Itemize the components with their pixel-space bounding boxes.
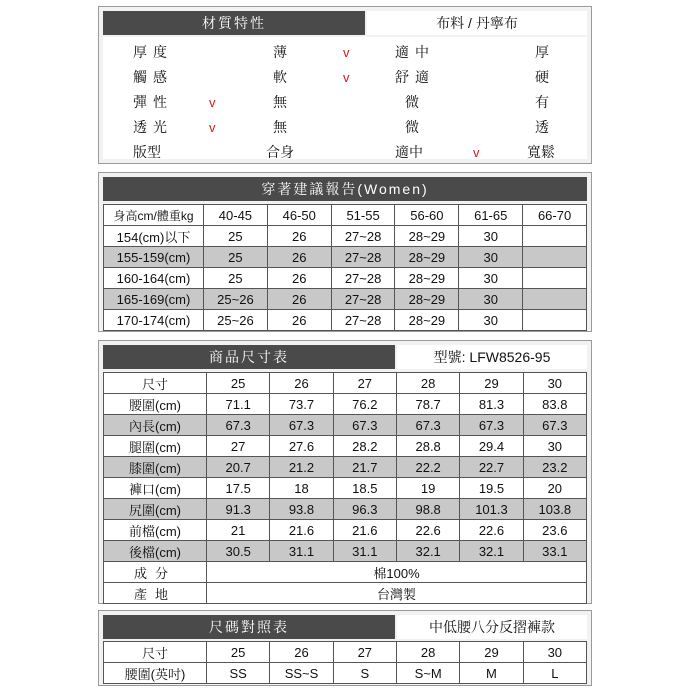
table-cell: 103.8 (523, 499, 586, 520)
table-cell: 21 (207, 520, 270, 541)
table-cell: 96.3 (333, 499, 396, 520)
table-cell: 28~29 (395, 268, 459, 289)
table-cell: 褲口(cm) (104, 478, 207, 499)
table-cell: 160-164(cm) (104, 268, 204, 289)
size-conversion-panel (98, 610, 592, 686)
origin-row (104, 583, 587, 604)
table-row (104, 226, 587, 247)
table-cell: 83.8 (523, 394, 586, 415)
table-cell: 後檔(cm) (104, 541, 207, 562)
size-col-header: 30 (523, 373, 586, 394)
table-row (104, 415, 587, 436)
table-cell: 67.3 (523, 415, 586, 436)
table-cell (523, 310, 587, 331)
table-cell: 78.7 (396, 394, 459, 415)
row-label: 厚度 (133, 44, 173, 60)
table-cell: 67.3 (207, 415, 270, 436)
table-cell: 腰圍(cm) (104, 394, 207, 415)
row-label: 彈性 (133, 94, 173, 110)
option-2: 微 (405, 119, 419, 135)
table-cell: 28.2 (333, 436, 396, 457)
composition-row (104, 562, 587, 583)
material-row-elasticity (103, 90, 587, 115)
table-row (104, 436, 587, 457)
table-cell: 98.8 (396, 499, 459, 520)
table-cell: SS (207, 663, 270, 684)
check-mark-icon: v (209, 95, 216, 110)
table-cell: 腿圍(cm) (104, 436, 207, 457)
table-cell: 30 (459, 247, 523, 268)
table-cell: 67.3 (460, 415, 523, 436)
size-header-row (104, 373, 587, 394)
fit-header-bar (103, 177, 587, 201)
table-cell: 30 (459, 310, 523, 331)
option-2: 適中 (395, 144, 423, 160)
option-3: 寬鬆 (527, 144, 555, 160)
table-cell: 21.2 (270, 457, 333, 478)
table-cell (523, 226, 587, 247)
table-cell: 27 (207, 436, 270, 457)
table-row (104, 499, 587, 520)
conversion-col-header: 26 (270, 642, 333, 663)
table-cell: 67.3 (270, 415, 333, 436)
table-cell: 26 (267, 226, 331, 247)
table-row (104, 310, 587, 331)
table-cell: 22.2 (396, 457, 459, 478)
fit-report-panel (98, 172, 592, 332)
conversion-col-header: 28 (396, 642, 459, 663)
conversion-header-row (104, 642, 587, 663)
conversion-col-header: 29 (460, 642, 523, 663)
table-cell: 27~28 (331, 247, 395, 268)
table-cell: 30.5 (207, 541, 270, 562)
table-cell: 31.1 (270, 541, 333, 562)
fit-col-header: 身高cm/體重kg (104, 205, 204, 226)
fit-col-header: 46-50 (267, 205, 331, 226)
table-cell: 71.1 (207, 394, 270, 415)
table-cell: 91.3 (207, 499, 270, 520)
table-cell: L (523, 663, 586, 684)
table-cell: 19 (396, 478, 459, 499)
row-label: 觸感 (133, 69, 173, 85)
table-cell: 165-169(cm) (104, 289, 204, 310)
table-cell: SS~S (270, 663, 333, 684)
conversion-col-header: 25 (207, 642, 270, 663)
table-cell: 22.7 (460, 457, 523, 478)
table-cell: 30 (459, 289, 523, 310)
table-row (104, 289, 587, 310)
table-cell (523, 247, 587, 268)
option-1: 無 (273, 119, 287, 135)
table-cell: 膝圍(cm) (104, 457, 207, 478)
fit-col-header: 66-70 (523, 205, 587, 226)
fit-col-header: 40-45 (204, 205, 268, 226)
table-cell: 22.6 (396, 520, 459, 541)
table-cell: 18 (270, 478, 333, 499)
composition-value: 棉100% (207, 562, 587, 583)
origin-label: 產地 (104, 583, 207, 604)
table-cell: 26 (267, 289, 331, 310)
table-cell: 23.6 (523, 520, 586, 541)
table-row (104, 394, 587, 415)
table-cell: 27~28 (331, 310, 395, 331)
table-cell: 27~28 (331, 289, 395, 310)
table-cell: 內長(cm) (104, 415, 207, 436)
table-cell: 腰圍(英吋) (104, 663, 207, 684)
table-row (104, 541, 587, 562)
fabric-label: 布料 / 丹寧布 (367, 11, 587, 35)
table-cell: 33.1 (523, 541, 586, 562)
table-cell: 18.5 (333, 478, 396, 499)
material-table (103, 37, 587, 159)
table-cell: 154(cm)以下 (104, 226, 204, 247)
table-cell: 28~29 (395, 289, 459, 310)
table-cell: 93.8 (270, 499, 333, 520)
material-row-thickness (103, 40, 587, 65)
size-header-bar (103, 345, 587, 369)
size-col-header: 尺寸 (104, 373, 207, 394)
option-3: 厚 (535, 44, 549, 60)
row-label: 透光 (133, 119, 173, 135)
table-row (104, 663, 587, 684)
table-cell: 30 (523, 436, 586, 457)
table-cell: 26 (267, 247, 331, 268)
option-2: 舒適 (395, 69, 435, 85)
conversion-col-header: 尺寸 (104, 642, 207, 663)
conversion-header-bar (103, 615, 587, 639)
fit-col-header: 56-60 (395, 205, 459, 226)
table-cell: 27~28 (331, 226, 395, 247)
material-panel (98, 6, 592, 164)
table-cell: 26 (267, 268, 331, 289)
material-header-bar (103, 11, 587, 35)
table-cell: 25~26 (204, 289, 268, 310)
style-label: 中低腰八分反摺褲款 (397, 615, 587, 639)
option-1: 合身 (266, 144, 294, 160)
table-cell: 28~29 (395, 226, 459, 247)
table-cell: S (333, 663, 396, 684)
size-table (103, 372, 587, 604)
size-col-header: 26 (270, 373, 333, 394)
table-cell: 32.1 (460, 541, 523, 562)
conversion-title: 尺碼對照表 (103, 615, 395, 639)
material-row-transparency (103, 115, 587, 140)
table-cell: 25 (204, 268, 268, 289)
table-cell: 20 (523, 478, 586, 499)
table-cell: 前檔(cm) (104, 520, 207, 541)
table-cell: 19.5 (460, 478, 523, 499)
conversion-col-header: 30 (523, 642, 586, 663)
table-cell: 101.3 (460, 499, 523, 520)
table-cell (523, 289, 587, 310)
fit-header-row (104, 205, 587, 226)
fit-col-header: 51-55 (331, 205, 395, 226)
table-cell: 73.7 (270, 394, 333, 415)
table-cell: 32.1 (396, 541, 459, 562)
composition-label: 成分 (104, 562, 207, 583)
table-cell: S~M (396, 663, 459, 684)
size-col-header: 28 (396, 373, 459, 394)
table-cell: 25~26 (204, 310, 268, 331)
table-cell: 21.6 (270, 520, 333, 541)
table-cell: 30 (459, 226, 523, 247)
table-cell: 26 (267, 310, 331, 331)
table-cell: 21.6 (333, 520, 396, 541)
table-cell: 23.2 (523, 457, 586, 478)
model-number: 型號: LFW8526-95 (397, 345, 587, 369)
table-row (104, 247, 587, 268)
table-cell: 170-174(cm) (104, 310, 204, 331)
table-cell: 30 (459, 268, 523, 289)
table-cell: 20.7 (207, 457, 270, 478)
size-col-header: 25 (207, 373, 270, 394)
table-cell: 67.3 (333, 415, 396, 436)
origin-value: 台灣製 (207, 583, 587, 604)
size-col-header: 29 (460, 373, 523, 394)
option-3: 硬 (535, 69, 549, 85)
option-3: 透 (535, 119, 549, 135)
table-cell: 27~28 (331, 268, 395, 289)
option-2: 微 (405, 94, 419, 110)
material-title: 材質特性 (103, 11, 365, 35)
check-mark-icon: v (209, 120, 216, 135)
table-cell: 76.2 (333, 394, 396, 415)
table-row (104, 268, 587, 289)
table-cell: M (460, 663, 523, 684)
check-mark-icon: v (343, 45, 350, 60)
option-3: 有 (535, 94, 549, 110)
size-col-header: 27 (333, 373, 396, 394)
check-mark-icon: v (343, 70, 350, 85)
option-1: 無 (273, 94, 287, 110)
fit-table (103, 204, 587, 331)
fit-col-header: 61-65 (459, 205, 523, 226)
option-2: 適中 (395, 44, 435, 60)
table-cell (523, 268, 587, 289)
table-cell: 27.6 (270, 436, 333, 457)
table-cell: 28.8 (396, 436, 459, 457)
table-row (104, 457, 587, 478)
table-cell: 28~29 (395, 247, 459, 268)
table-cell: 25 (204, 226, 268, 247)
table-cell: 21.7 (333, 457, 396, 478)
check-mark-icon: v (473, 145, 480, 160)
table-cell: 29.4 (460, 436, 523, 457)
conversion-col-header: 27 (333, 642, 396, 663)
table-row (104, 520, 587, 541)
size-title: 商品尺寸表 (103, 345, 395, 369)
table-cell: 155-159(cm) (104, 247, 204, 268)
table-cell: 31.1 (333, 541, 396, 562)
material-row-touch (103, 65, 587, 90)
table-cell: 67.3 (396, 415, 459, 436)
table-cell: 28~29 (395, 310, 459, 331)
material-row-fit (103, 140, 587, 165)
size-chart-panel (98, 340, 592, 604)
table-cell: 17.5 (207, 478, 270, 499)
fit-title: 穿著建議報告(Women) (103, 177, 587, 201)
option-1: 薄 (273, 44, 287, 60)
option-1: 軟 (273, 69, 287, 85)
table-cell: 81.3 (460, 394, 523, 415)
table-cell: 22.6 (460, 520, 523, 541)
table-row (104, 478, 587, 499)
row-label: 版型 (133, 144, 161, 160)
table-cell: 25 (204, 247, 268, 268)
conversion-table (103, 641, 587, 684)
table-cell: 尻圍(cm) (104, 499, 207, 520)
